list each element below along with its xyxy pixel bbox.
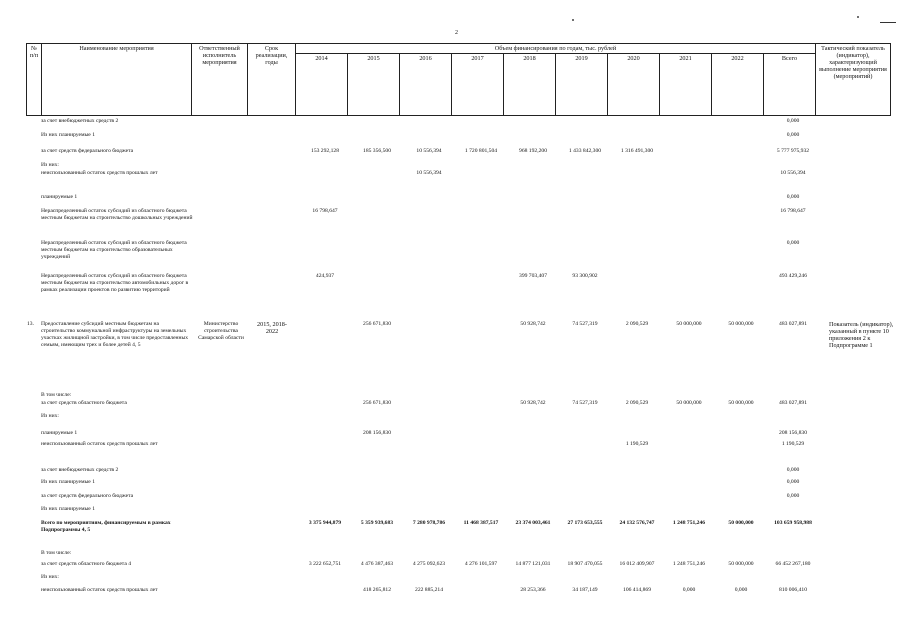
row-value-2018: 14 877 121,031 [515, 561, 551, 567]
row-value-2019: 18 907 470,055 [567, 561, 603, 567]
row-value-2020: 106 414,869 [623, 587, 651, 593]
row-value-2019: 27 173 653,555 [567, 520, 603, 526]
row-name: В том числе: [41, 550, 72, 556]
row-total: 493 429,246 [779, 273, 807, 279]
row-name: Из них: [41, 413, 59, 419]
row-value-2018: 399 703,407 [519, 273, 547, 279]
row-value-2021: 0,000 [682, 587, 696, 593]
row-value-2014: 153 292,128 [311, 148, 339, 154]
row-value-2015: 256 671,830 [363, 400, 391, 406]
row-name: за счет средств федерального бюджета [41, 493, 134, 499]
row-value-2015: 418 265,812 [363, 587, 391, 593]
row-value-2015: 256 671,830 [363, 321, 391, 327]
row-total: 0,000 [786, 493, 800, 499]
row-value-2014: 424,937 [315, 273, 335, 279]
row-value-2020: 16 012 409,907 [619, 561, 655, 567]
row-value-2022: 50 000,000 [728, 321, 754, 327]
row-name: Нераспределенный остаток субсидий из областного бюджета местным бюджетам на строительство дошкольных учреждений [41, 208, 193, 221]
row-value-2016: 4 275 092,623 [412, 561, 446, 567]
row-value-2019: 74 527,319 [572, 400, 598, 406]
scan-speck [572, 19, 574, 21]
row-name: за счет средств федерального бюджета [41, 148, 134, 154]
row-total: 208 156,830 [779, 430, 807, 436]
row-total: 5 777 975,932 [776, 148, 810, 154]
row-total: 0,000 [786, 479, 800, 485]
header-year: 2016 [400, 54, 452, 116]
header-term: Срок реализации, годы [248, 44, 296, 116]
row-value-2018: 23 374 003,461 [515, 520, 551, 526]
row-value-2016: 10 556,394 [416, 148, 442, 154]
row-value-2020: 1 190,529 [625, 441, 649, 447]
row-name: Нераспределенный остаток субсидий из областного бюджета местным бюджетам на строительство образовательных учреждений [41, 240, 187, 260]
row-name: неиспользованный остаток средств прошлых лет [41, 170, 158, 176]
row-value-2021: 1 248 751,246 [672, 520, 706, 526]
row-total: 483 027,891 [779, 321, 807, 327]
row-value-2022: 50 000,000 [728, 520, 754, 526]
row-value-2017: 11 468 387,517 [463, 520, 499, 526]
row-value-2019: 93 300,902 [572, 273, 598, 279]
row-value-2017: 4 276 101,597 [464, 561, 498, 567]
row-number: 13. [27, 321, 34, 327]
header-total: Всего [764, 54, 816, 116]
row-value-2014: 3 222 652,751 [308, 561, 342, 567]
row-total: 810 006,410 [779, 587, 807, 593]
header-year: 2014 [296, 54, 348, 116]
row-name: планируемые 1 [41, 194, 78, 200]
header-indicator: Тактический показатель (индикатор), характеризующий выполнение мероприятия (мероприятий) [816, 44, 891, 116]
row-name: за счет средств областного бюджета 4 [41, 561, 131, 567]
row-name: неиспользованный остаток средств прошлых лет [41, 587, 158, 593]
row-value-2018: 968 192,200 [519, 148, 547, 154]
row-name: Нераспределенный остаток субсидий из областного бюджета местным бюджетам на строительство автомобильных дорог в рамках реализации проектов по развитию территорий [41, 273, 189, 293]
header-year: 2019 [556, 54, 608, 116]
row-value-2020: 2 090,529 [625, 321, 649, 327]
row-value-2016: 10 556,394 [416, 170, 442, 176]
row-total: 1 190,529 [781, 441, 805, 447]
row-value-2014: 3 375 944,879 [308, 520, 342, 526]
row-value-2021: 50 000,000 [676, 400, 702, 406]
header-year: 2017 [452, 54, 504, 116]
row-total: 0,000 [786, 132, 800, 138]
row-name: Предоставление субсидий местным бюджетам на строительство коммунальной инфраструктуры на земельных участках жилищной застройки, в том числе предоставленных семьям, имеющим трех и более детей 4, 5 [41, 321, 189, 348]
header-no: № п/п [27, 44, 42, 116]
header-name: Наименование мероприятия [42, 44, 192, 116]
row-value-2017: 1 720 801,504 [464, 148, 498, 154]
row-value-2019: 74 527,319 [572, 321, 598, 327]
row-value-2015: 4 476 387,463 [360, 561, 394, 567]
row-name: за счет внебюджетных средств 2 [41, 467, 119, 473]
row-value-2020: 1 316 491,300 [620, 148, 654, 154]
table-header [26, 43, 891, 116]
header-year: 2021 [660, 54, 712, 116]
row-name: Из них: [41, 574, 59, 580]
row-name: Из них планируемые 1 [41, 132, 95, 138]
row-name: Всего по мероприятиям, финансируемым в рамках Подпрограммы 4, 5 [41, 520, 171, 533]
row-name: планируемые 1 [41, 430, 78, 436]
row-executor: Министерство строительства Самарской области [198, 321, 244, 341]
row-name: В том числе: [41, 392, 72, 398]
row-total: 66 452 267,180 [775, 561, 811, 567]
row-value-2015: 185 356,500 [363, 148, 391, 154]
row-value-2015: 5 359 939,683 [360, 520, 394, 526]
row-total: 0,000 [786, 194, 800, 200]
row-value-2015: 208 156,830 [363, 430, 391, 436]
header-financing: Объем финансирования по годам, тыс. рублей [296, 44, 816, 54]
row-value-2020: 2 090,529 [625, 400, 649, 406]
header-year: 2018 [504, 54, 556, 116]
row-value-2018: 50 928,742 [520, 400, 546, 406]
row-term: 2015, 2018-2022 [257, 321, 287, 335]
row-total: 16 798,647 [780, 208, 806, 214]
row-total: 0,000 [786, 240, 800, 246]
row-value-2022: 0,000 [734, 587, 748, 593]
row-value-2020: 24 132 576,747 [619, 520, 655, 526]
row-value-2019: 1 433 842,300 [568, 148, 602, 154]
row-value-2016: 7 280 978,786 [412, 520, 446, 526]
row-value-2021: 50 000,000 [676, 321, 702, 327]
row-value-2014: 16 798,647 [312, 208, 338, 214]
header-year: 2015 [348, 54, 400, 116]
row-name: за счет внебюджетных средств 2 [41, 118, 119, 124]
row-value-2016: 222 885,214 [415, 587, 443, 593]
row-name: неиспользованный остаток средств прошлых лет [41, 441, 158, 447]
scan-mark [880, 22, 896, 23]
row-value-2022: 50 000,000 [728, 561, 754, 567]
row-total: 483 027,891 [779, 400, 807, 406]
row-value-2021: 1 248 751,246 [672, 561, 706, 567]
row-total: 103 659 958,988 [774, 520, 812, 526]
row-value-2019: 34 187,149 [572, 587, 598, 593]
row-total: 10 556,394 [780, 170, 806, 176]
page-number: 2 [455, 30, 458, 36]
row-name: Из них: [41, 162, 59, 168]
row-total: 0,000 [786, 118, 800, 124]
row-name: Из них планируемые 1 [41, 479, 95, 485]
row-value-2018: 28 253,366 [520, 587, 546, 593]
row-name: за счет средств областного бюджета [41, 400, 127, 406]
header-year: 2020 [608, 54, 660, 116]
row-value-2018: 50 928,742 [520, 321, 546, 327]
header-executor: Ответственный исполнитель мероприятия [192, 44, 248, 116]
row-value-2022: 50 000,000 [728, 400, 754, 406]
row-total: 0,000 [786, 467, 800, 473]
scan-speck [857, 16, 859, 18]
row-name: Из них планируемые 1 [41, 506, 95, 512]
row-indicator: Показатель (индикатор), указанный в пункте 10 приложения 2 к Подпрограмме 1 [829, 321, 894, 349]
header-year: 2022 [712, 54, 764, 116]
